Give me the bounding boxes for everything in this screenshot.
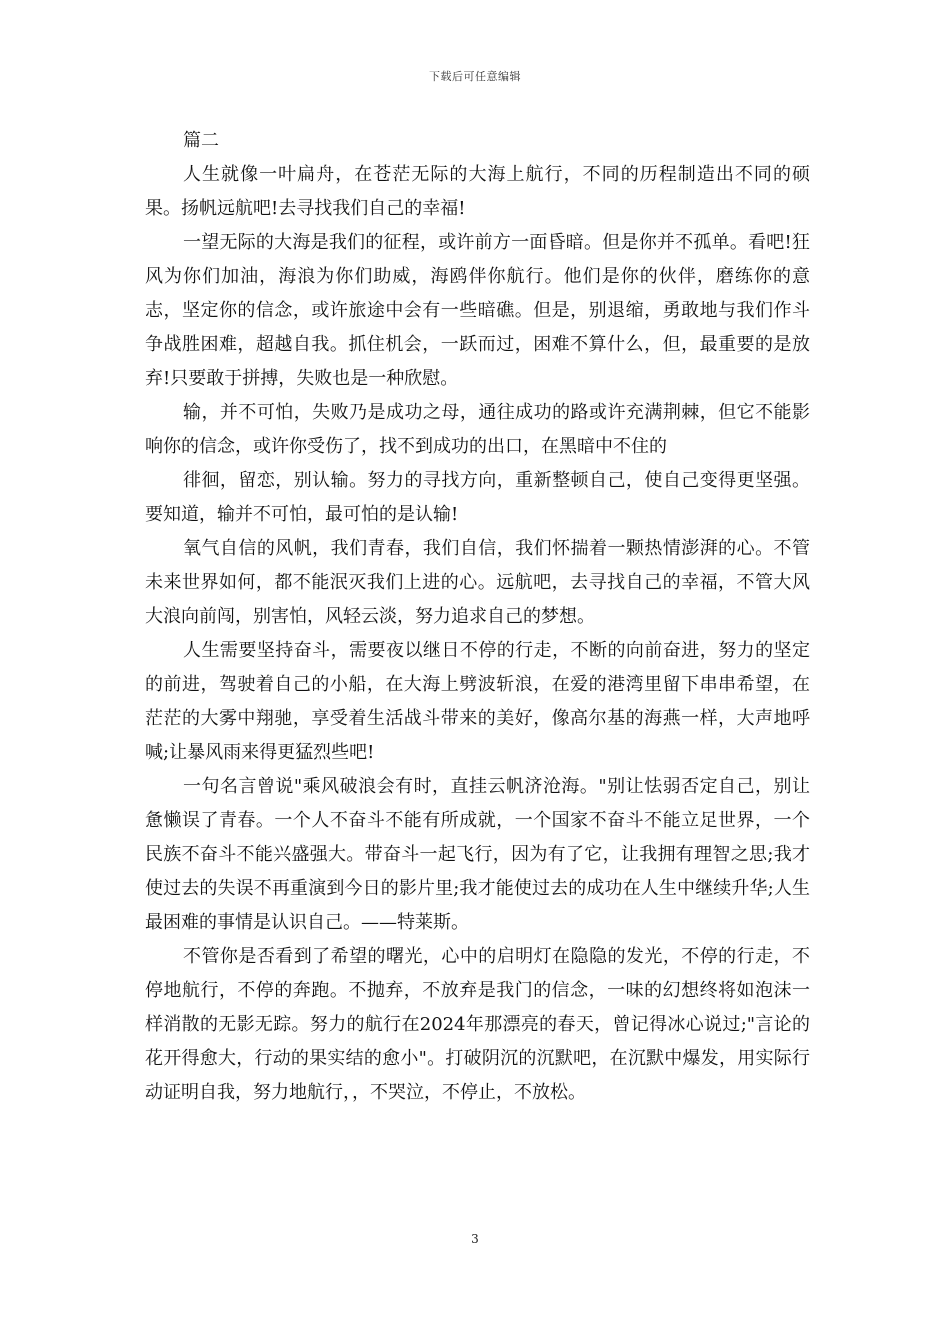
paragraph: 氧气自信的风帆，我们青春，我们自信，我们怀揣着一颗热情澎湃的心。不管未来世界如何，都不能泯灭我们上进的心。远航吧，去寻找自己的幸福，不管大风大浪向前闯，别害怕，风轻云淡，努力追求自己的梦想。 xyxy=(145,538,810,627)
paragraph: 人生需要坚持奋斗，需要夜以继日不停的行走，不断的向前奋进，努力的坚定的前进，驾驶着自己的小船，在大海上劈波斩浪，在爱的港湾里留下串串希望，在茫茫的大雾中翔驰，享受着生活战斗带来的美好，像高尔基的海燕一样，大声地呼喊;让暴风雨来得更猛烈些吧! xyxy=(145,640,810,763)
section-heading: 篇二 xyxy=(183,130,219,151)
paragraph: 徘徊，留恋，别认输。努力的寻找方向，重新整顿自己，使自己变得更坚强。要知道，输并不可怕，最可怕的是认输! xyxy=(145,470,810,525)
paragraph: 人生就像一叶扁舟，在苍茫无际的大海上航行，不同的历程制造出不同的硕果。扬帆远航吧!去寻找我们自己的幸福! xyxy=(145,164,810,219)
paragraph: 一望无际的大海是我们的征程，或许前方一面昏暗。但是你并不孤单。看吧!狂风为你们加油，海浪为你们助威，海鸥伴你航行。他们是你的伙伴，磨练你的意志，坚定你的信念，或许旅途中会有一些暗礁。但是，别退缩，勇敢地与我们作斗争战胜困难，超越自我。抓住机会，一跃而过，困难不算什么，但，最重要的是放弃!只要敢于拼搏，失败也是一种欣慰。 xyxy=(145,232,810,389)
paragraph: 不管你是否看到了希望的曙光，心中的启明灯在隐隐的发光，不停的行走，不停地航行，不停的奔跑。不抛弃，不放弃是我门的信念，一味的幻想终将如泡沫一样消散的无影无踪。努力的航行在2024年那漂亮的春天，曾记得冰心说过;"言论的花开得愈大，行动的果实结的愈小"。打破阴沉的沉默吧，在沉默中爆发，用实际行动证明自我，努力地航行，，不哭泣，不停止，不放松。 xyxy=(145,946,810,1103)
paragraph: 输，并不可怕，失败乃是成功之母，通往成功的路或许充满荆棘，但它不能影响你的信念，或许你受伤了，找不到成功的出口，在黑暗中不住的 xyxy=(145,402,810,457)
page-header: 下载后可任意编辑 xyxy=(429,70,521,83)
paragraph: 一句名言曾说"乘风破浪会有时，直挂云帆济沧海。"别让怯弱否定自己，别让惫懒误了青春。一个人不奋斗不能有所成就，一个国家不奋斗不能立足世界，一个民族不奋斗不能兴盛强大。带奋斗一起飞行，因为有了它，让我拥有理智之思;我才使过去的失误不再重演到今日的影片里;我才能使过去的成功在人生中继续升华;人生最困难的事情是认识自己。——特莱斯。 xyxy=(145,776,811,933)
page-number: 3 xyxy=(471,1232,479,1246)
document-body xyxy=(145,124,810,1110)
